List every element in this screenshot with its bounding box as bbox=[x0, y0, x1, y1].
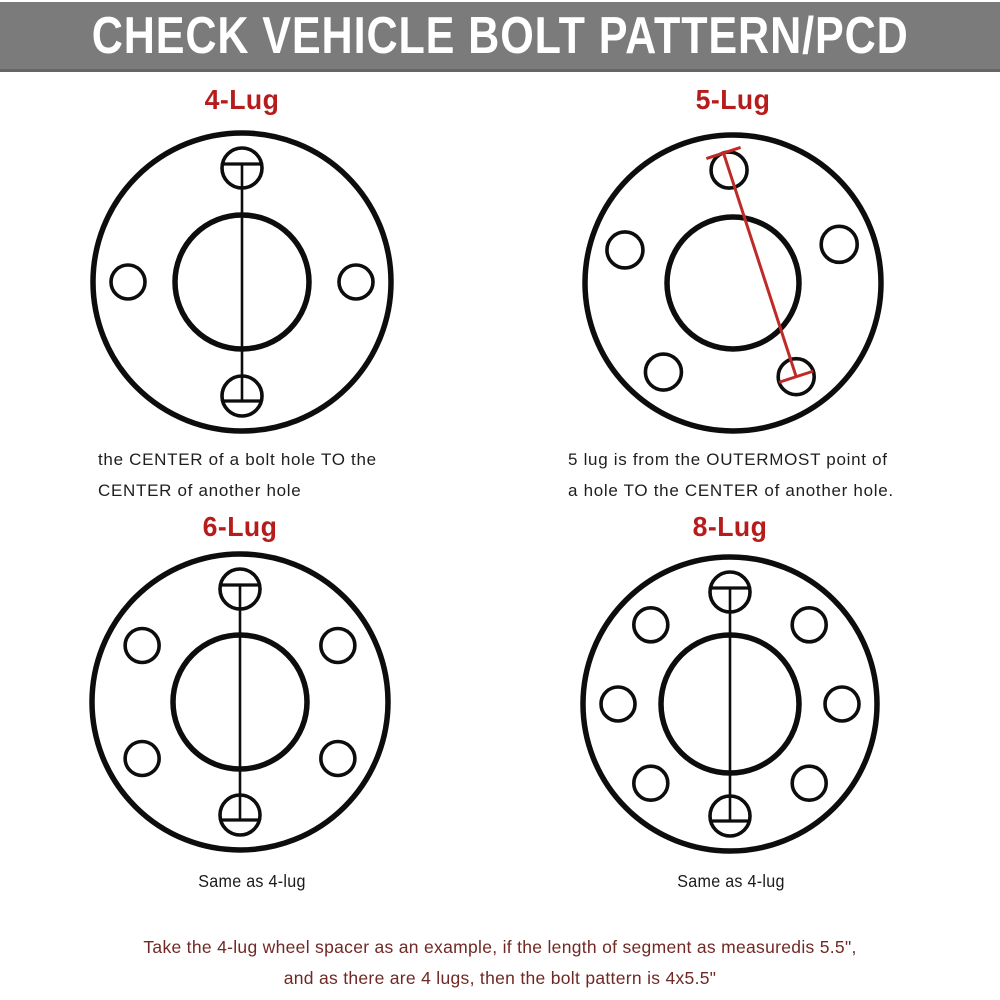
lug-title-4: 4-Lug bbox=[204, 84, 280, 115]
bolt-hole bbox=[634, 766, 668, 800]
bolt-hole bbox=[634, 608, 668, 642]
bolt-hole bbox=[321, 742, 355, 776]
bolt-hole bbox=[125, 742, 159, 776]
footnote bbox=[0, 932, 1000, 994]
bolt-hole bbox=[125, 629, 159, 663]
lug-title-8: 8-Lug bbox=[692, 511, 768, 542]
bolt-hole bbox=[111, 265, 145, 299]
caption-5-lug-line1: 5 lug is from the OUTERMOST point of bbox=[568, 450, 888, 469]
caption-5-lug bbox=[568, 444, 894, 506]
lug-diagram-4 bbox=[93, 133, 391, 431]
lug-diagram-5 bbox=[585, 135, 881, 431]
lug-title-6: 6-Lug bbox=[202, 511, 278, 542]
caption-8-lug: Same as 4-lug bbox=[677, 871, 785, 891]
bolt-hole bbox=[339, 265, 373, 299]
bolt-hole bbox=[321, 629, 355, 663]
lug-title-5: 5-Lug bbox=[695, 84, 771, 115]
bolt-hole bbox=[645, 354, 681, 390]
bolt-hole bbox=[825, 687, 859, 721]
banner-title: CHECK VEHICLE BOLT PATTERN/PCD bbox=[91, 6, 909, 65]
lug-diagram-6 bbox=[92, 554, 388, 850]
footnote-line1: Take the 4-lug wheel spacer as an example, if the length of segment as measuredis 5.5", bbox=[143, 937, 857, 957]
bolt-hole bbox=[821, 226, 857, 262]
caption-4-lug-line1: the CENTER of a bolt hole TO the bbox=[98, 450, 377, 469]
lug-diagram-8 bbox=[583, 557, 877, 851]
bolt-hole bbox=[607, 232, 643, 268]
caption-4-lug bbox=[98, 444, 377, 506]
bolt-hole bbox=[792, 766, 826, 800]
caption-5-lug-line2: a hole TO the CENTER of another hole. bbox=[568, 481, 894, 500]
caption-4-lug-line2: CENTER of another hole bbox=[98, 481, 302, 500]
footnote-line2: and as there are 4 lugs, then the bolt pattern is 4x5.5" bbox=[283, 968, 717, 988]
caption-6-lug: Same as 4-lug bbox=[198, 871, 306, 891]
bolt-hole bbox=[601, 687, 635, 721]
bolt-hole bbox=[792, 608, 826, 642]
